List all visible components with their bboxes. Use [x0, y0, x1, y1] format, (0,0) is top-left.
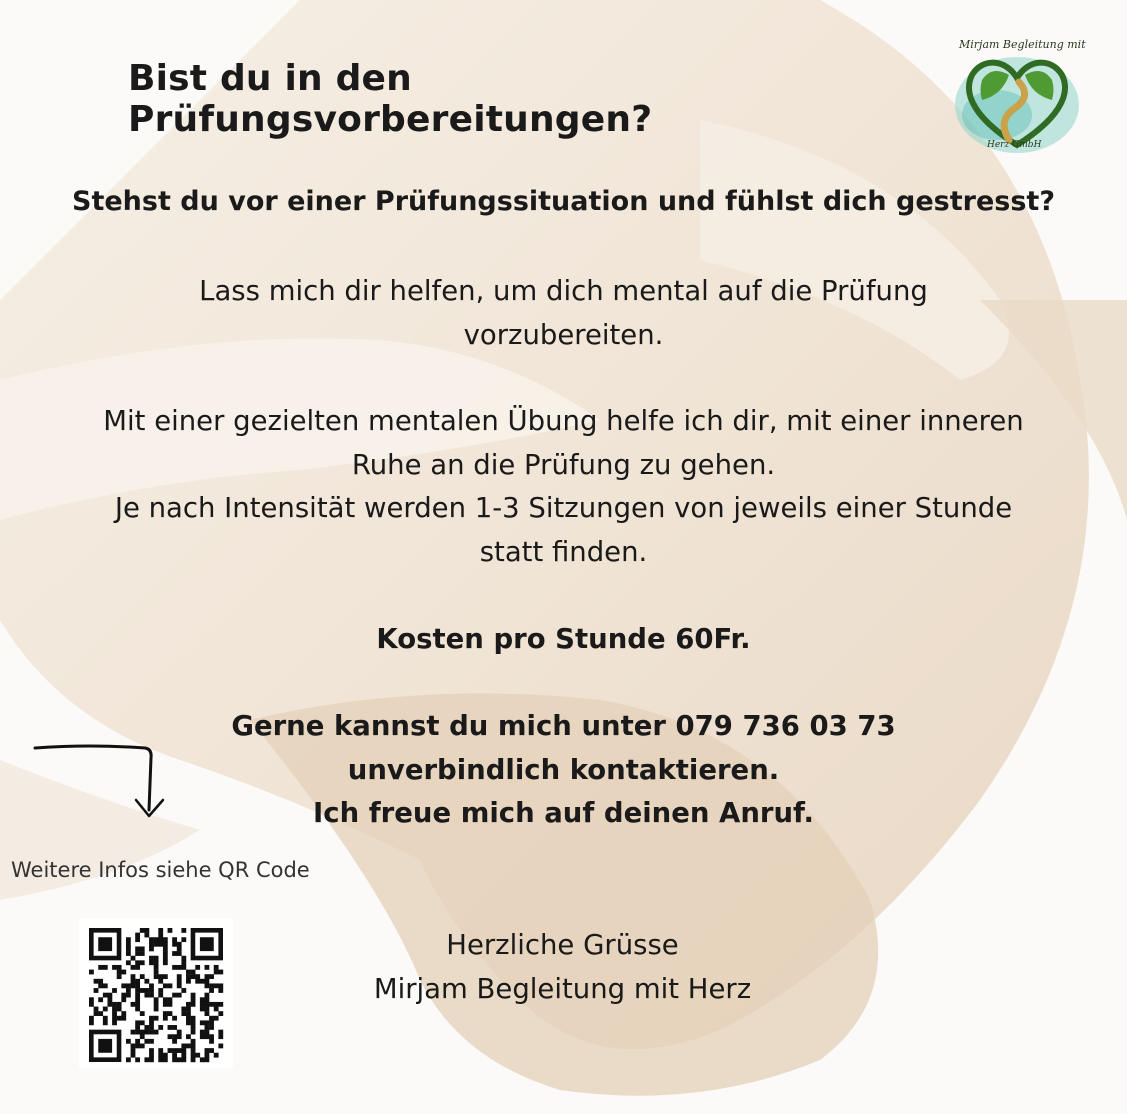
logo-text-top: Mirjam Begleitung mit — [959, 38, 1086, 51]
logo-text-bottom: Herz GmbH — [987, 140, 1042, 150]
signature-line: Mirjam Begleitung mit Herz — [373, 972, 752, 1005]
qr-code-icon — [79, 918, 233, 1068]
greeting — [330, 924, 795, 1011]
description-line: Mit einer gezielten mentalen Übung helfe ich dir, mit einer inneren — [103, 405, 1024, 437]
qr-hint: Weitere Infos siehe QR Code — [11, 858, 310, 882]
description-paragraph — [0, 400, 1127, 574]
page-title: Bist du in den Prüfungsvorbereitungen? — [128, 58, 653, 140]
intro-line: Lass mich dir helfen, um dich mental auf die Prüfung — [199, 275, 928, 307]
subtitle: Stehst du vor einer Prüfungssituation und fühlst dich gestresst? — [72, 186, 1055, 217]
greeting-line: Herzliche Grüsse — [446, 929, 679, 961]
intro-paragraph — [0, 270, 1127, 357]
contact-line: unverbindlich kontaktieren. — [347, 753, 780, 786]
logo — [937, 20, 1097, 170]
intro-line: vorzubereiten. — [463, 318, 664, 351]
contact-line: Ich freue mich auf deinen Anruf. — [313, 797, 814, 829]
description-line: statt finden. — [479, 535, 648, 568]
contact-line: Gerne kannst du mich unter 079 736 03 73 — [231, 710, 896, 742]
cost-info: Kosten pro Stunde 60Fr. — [376, 623, 751, 655]
arrow-down-icon — [30, 740, 180, 830]
description-line: Je nach Intensität werden 1-3 Sitzungen von jeweils einer Stunde — [114, 492, 1013, 524]
qr-code[interactable] — [79, 918, 233, 1068]
description-line: Ruhe an die Prüfung zu gehen. — [351, 448, 776, 481]
